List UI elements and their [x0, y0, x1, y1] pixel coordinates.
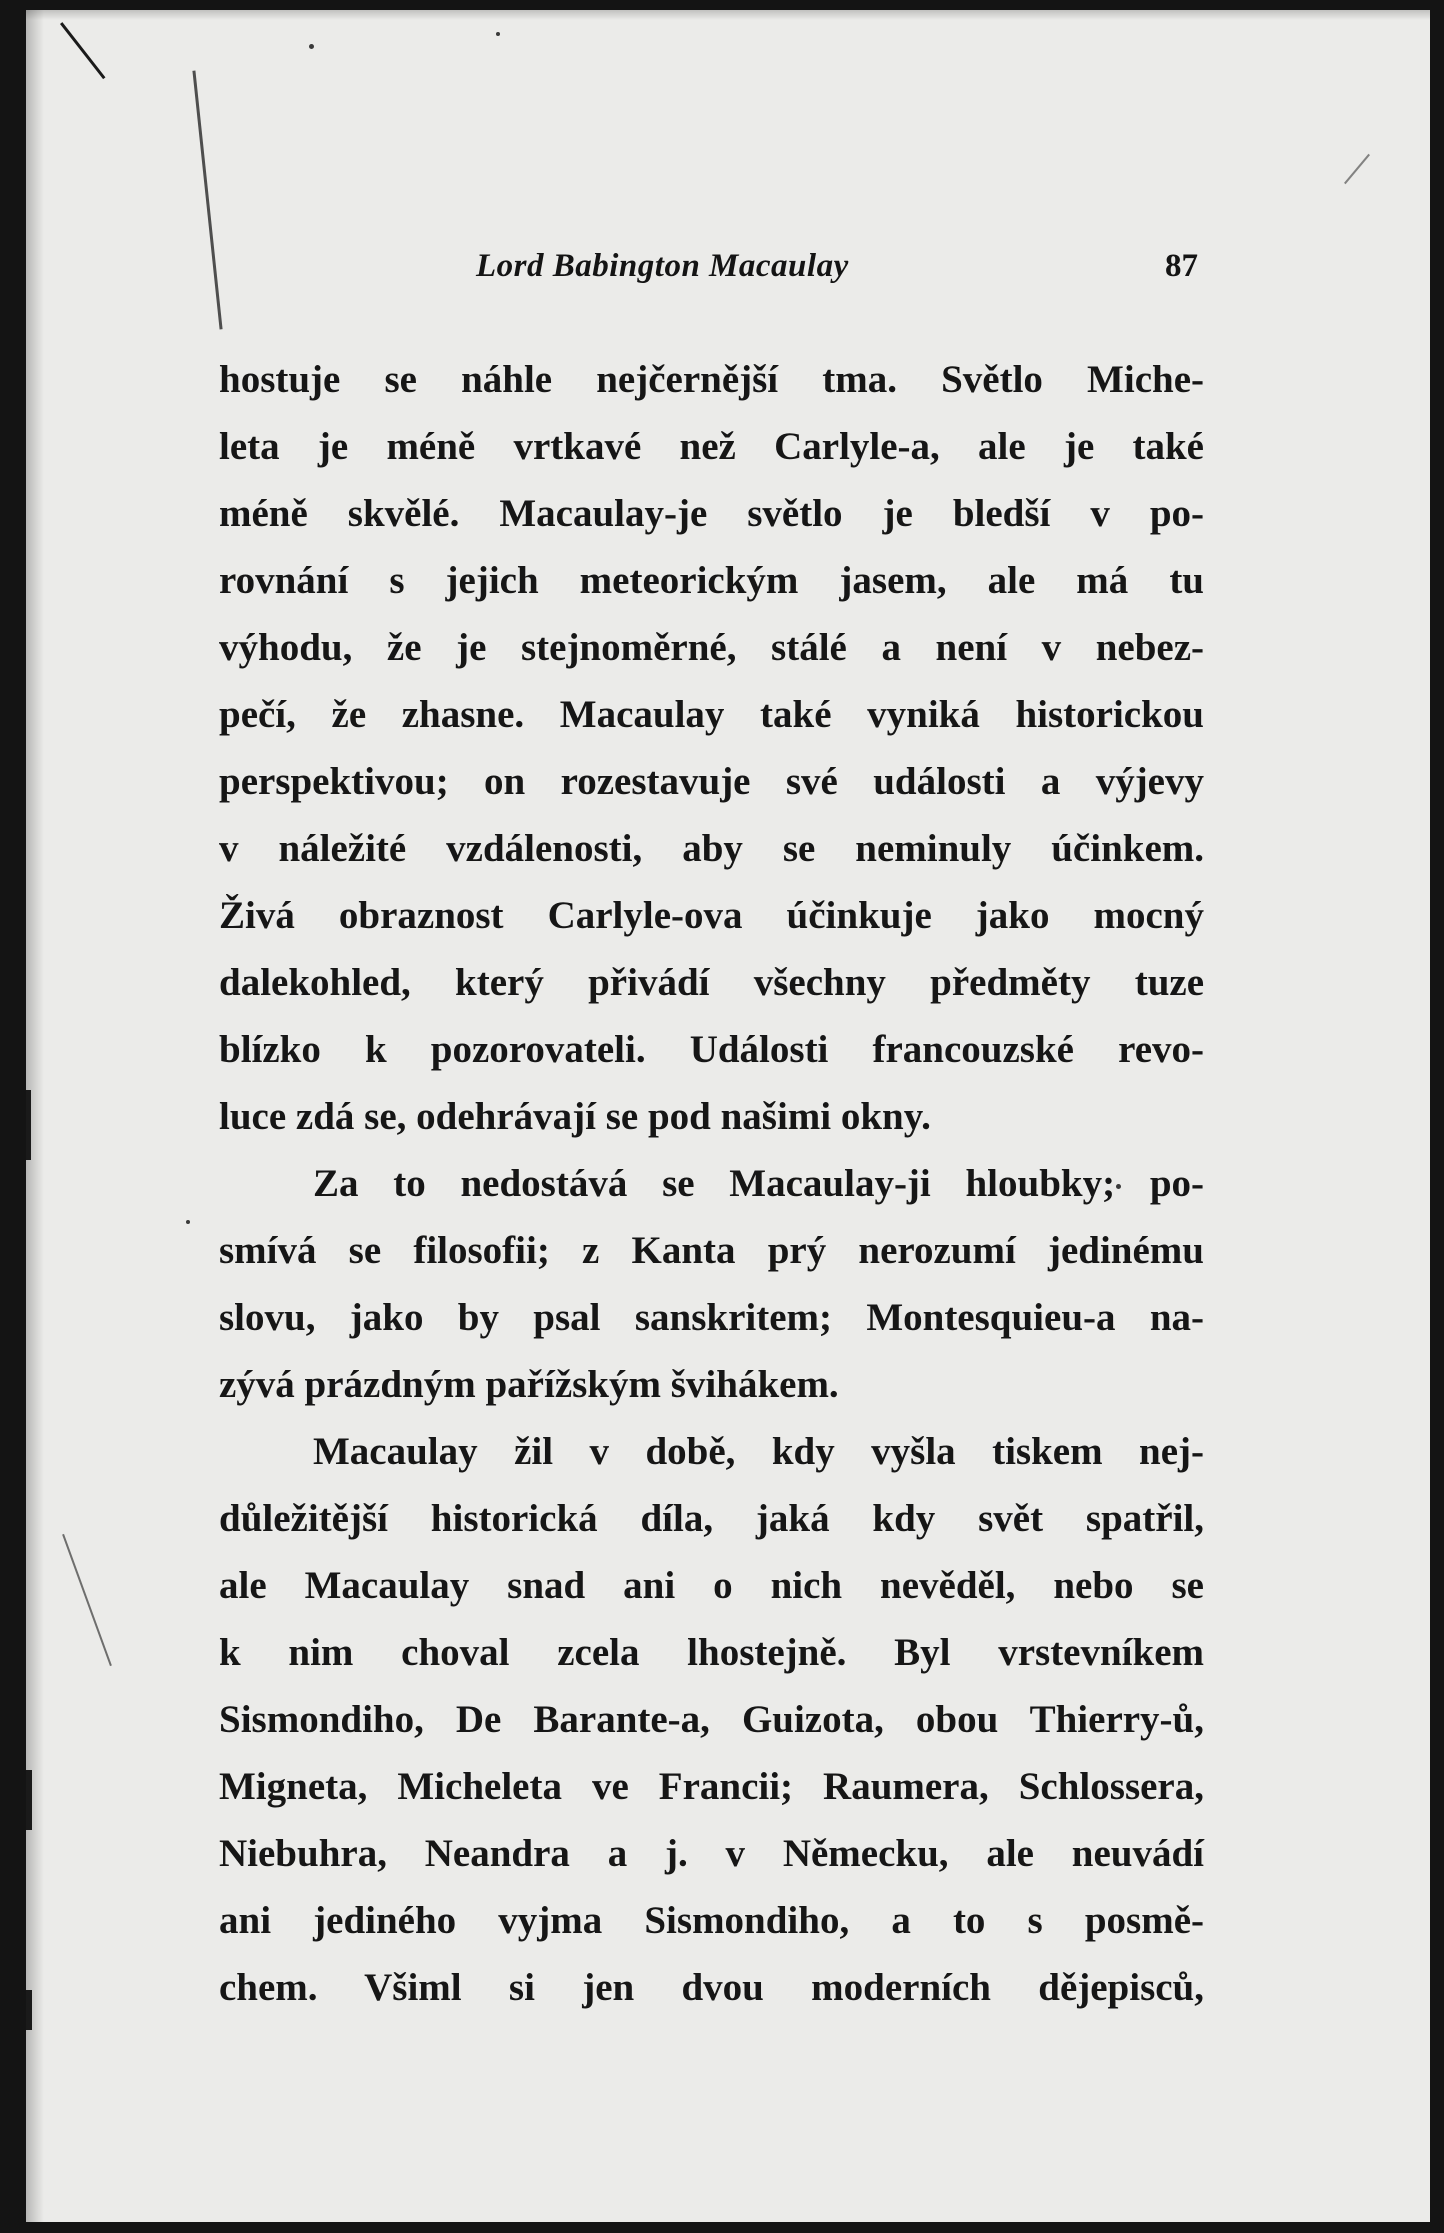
text-line: blízko k pozorovateli. Události francouzské revo- [219, 1028, 1204, 1071]
margin-scratch [62, 1534, 112, 1666]
text-line: dalekohled, který přivádí všechny předměty tuze [219, 961, 1204, 1004]
running-head [456, 248, 1198, 304]
text-line: Živá obraznost Carlyle-ova účinkuje jako mocný [219, 894, 1204, 937]
text-line: ale Macaulay snad ani o nich nevěděl, nebo se [219, 1564, 1204, 1607]
text-line: rovnání s jejich meteorickým jasem, ale má tu [219, 559, 1204, 602]
text-line: k nim choval zcela lhostejně. Byl vrstevníkem [219, 1631, 1204, 1674]
margin-scratch [1344, 154, 1370, 184]
text-line: méně skvělé. Macaulay-je světlo je bledší v po- [219, 492, 1204, 535]
text-line: zývá prázdným pařížským švihákem. [219, 1363, 839, 1406]
dust-speck [309, 44, 314, 49]
text-line: leta je méně vrtkavé než Carlyle-a, ale je také [219, 425, 1204, 468]
margin-scratch [60, 22, 105, 79]
book-page [26, 10, 1430, 2222]
text-line: výhodu, že je stejnoměrné, stálé a není v nebez- [219, 626, 1204, 669]
text-line: perspektivou; on rozestavuje své události a výjevy [219, 760, 1204, 803]
text-line: slovu, jako by psal sanskritem; Montesquieu-a na- [219, 1296, 1204, 1339]
page-number: 87 [1165, 248, 1198, 284]
paragraph-first-line: Macaulay žil v době, kdy vyšla tiskem nej- [313, 1430, 1204, 1473]
paragraph-first-line: Za to nedostává se Macaulay-ji hloubky; po- [313, 1162, 1204, 1205]
text-line: Niebuhra, Neandra a j. v Německu, ale neuvádí [219, 1832, 1204, 1875]
dust-speck [186, 1220, 190, 1224]
text-line: Migneta, Micheleta ve Francii; Raumera, Schlossera, [219, 1765, 1204, 1808]
text-line: důležitější historická díla, jaká kdy svět spatřil, [219, 1497, 1204, 1540]
margin-scratch [192, 71, 222, 330]
text-line: chem. Všiml si jen dvou moderních dějepisců, [219, 1966, 1204, 2009]
text-line: hostuje se náhle nejčernější tma. Světlo Miche- [219, 358, 1204, 401]
page-top-shadow [26, 10, 1430, 20]
text-line: v náležité vzdálenosti, aby se neminuly účinkem. [219, 827, 1204, 870]
text-line: Sismondiho, De Barante-a, Guizota, obou Thierry-ů, [219, 1698, 1204, 1741]
text-line: smívá se filosofii; z Kanta prý nerozumí jedinému [219, 1229, 1204, 1272]
body-text [219, 346, 1204, 2021]
margin-scratch [26, 1770, 32, 1830]
text-line: pečí, že zhasne. Macaulay také vyniká historickou [219, 693, 1204, 736]
text-line: ani jediného vyjma Sismondiho, a to s posmě- [219, 1899, 1204, 1942]
margin-scratch [26, 1090, 31, 1160]
dust-speck [496, 32, 500, 36]
margin-scratch [26, 1990, 32, 2030]
running-title: Lord Babington Macaulay [476, 248, 849, 284]
text-line: luce zdá se, odehrávají se pod našimi okny. [219, 1095, 931, 1138]
